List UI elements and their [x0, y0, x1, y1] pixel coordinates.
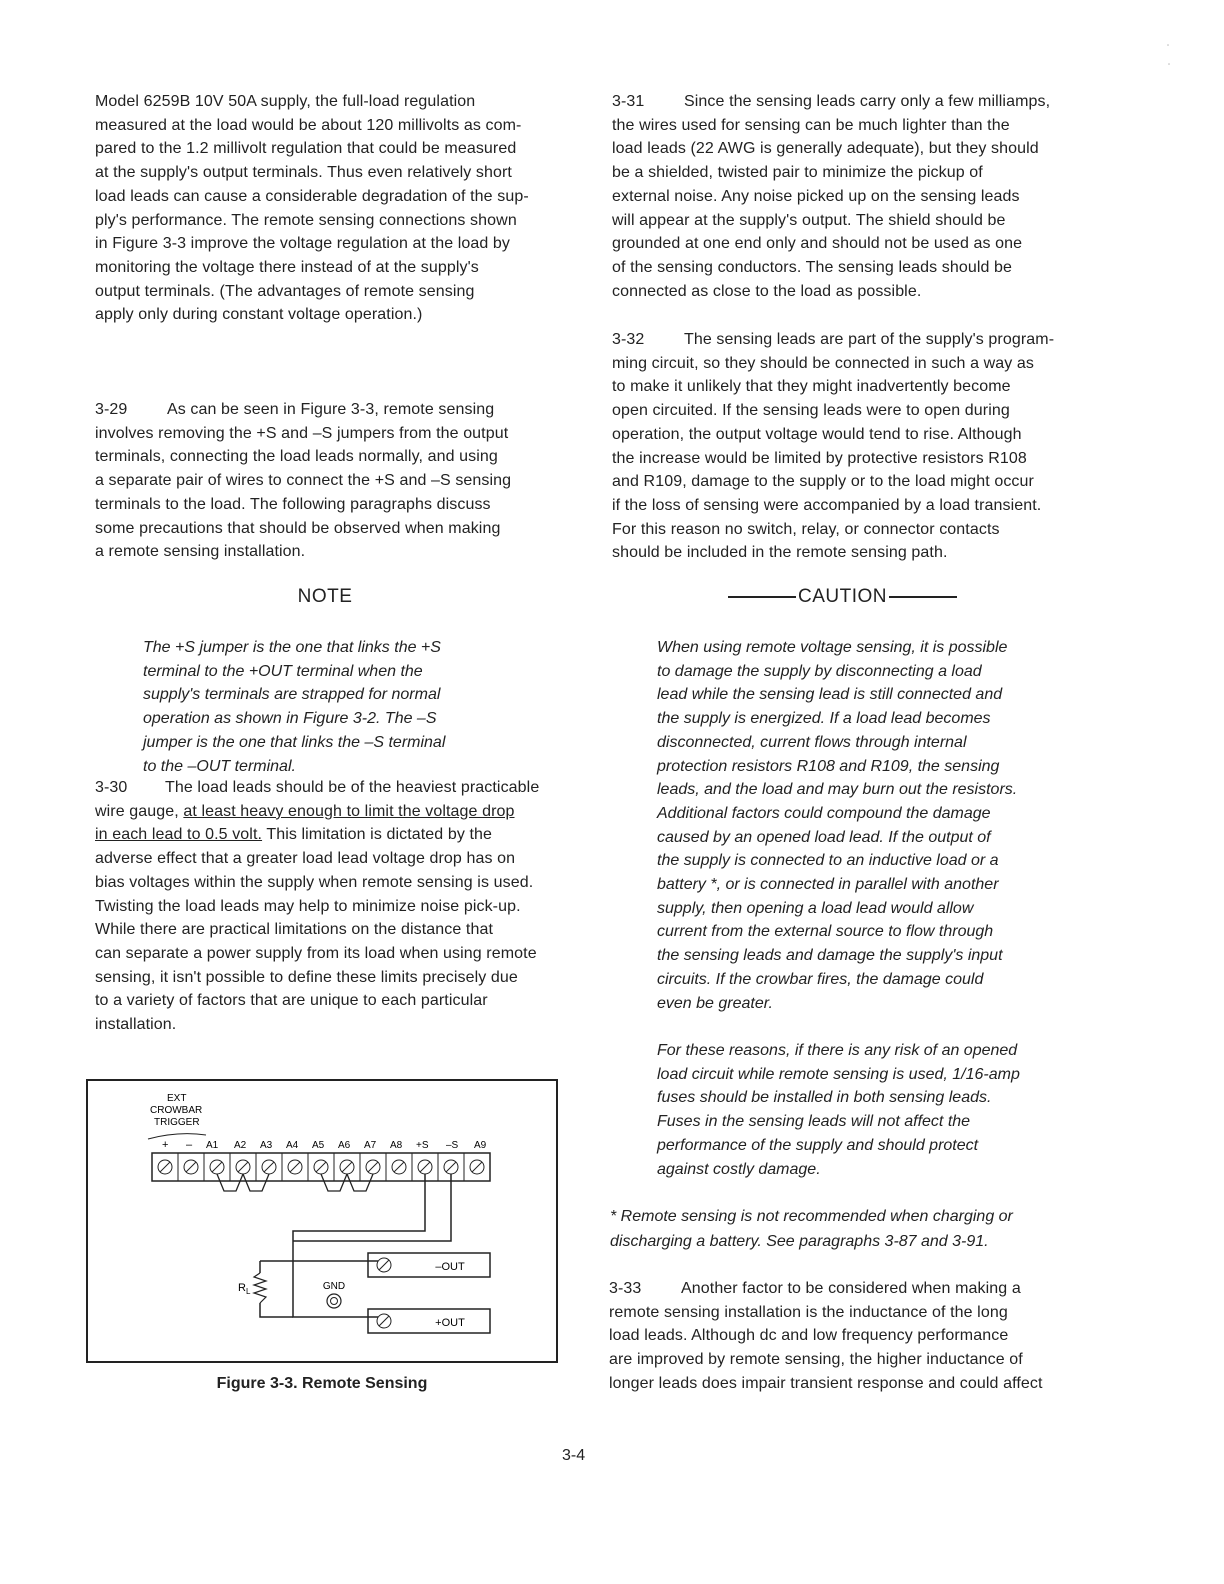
ext-label: EXT [167, 1093, 187, 1104]
paragraph-3-31 [612, 90, 1092, 303]
terminal-label: A3 [260, 1140, 273, 1151]
gnd-label: GND [322, 1281, 346, 1292]
minus-out-label: –OUT [435, 1261, 465, 1273]
paragraph-number: 3-30 [95, 779, 128, 796]
paragraph-intro [95, 90, 585, 327]
paragraph-text: remote sensing installation is the inductance of the long load leads. Although dc and low frequency performance are improved by remote sensing, the higher inductance of longer leads does impair transient response and could affect [609, 1303, 1043, 1392]
underlined-text-1: at least heavy enough to limit the voltage drop [183, 802, 515, 820]
paragraph-3-33 [609, 1277, 1089, 1396]
paragraph-3-29 [95, 398, 585, 564]
rl-text: R [238, 1282, 246, 1294]
minus-out-terminal [368, 1253, 490, 1277]
page-number: 3-4 [562, 1447, 586, 1464]
paragraph-text-b: This limitation is dictated by the adverse effect that a greater load lead voltage drop has on bias voltages within the supply when remote sensing is used. Twisting the load leads may help to minimize noise pick-up. While there are practical limitations on the distance that can separate a power supply from its load when using remote sensing, it isn't possible to define these limits precisely due to a variety of factors that are unique to each particular installation. [95, 826, 537, 1034]
paragraph-text: ming circuit, so they should be connected in such a way as to make it unlikely that they might inadvertently become open circuited. If the sensing leads were to open during operation, the output voltage would tend to rise. Although the increase would be limited by protective resistors R108 and R109, damage to the supply or to the load might occur if the loss of sensing were accompanied by a load transient. For this reason no switch, relay, or connector contacts should be included in the remote sensing path. [612, 354, 1042, 562]
terminal-label: A4 [286, 1140, 299, 1151]
screw-slot [379, 1260, 389, 1270]
jumpers [217, 1174, 373, 1191]
terminal-label: A1 [206, 1140, 219, 1151]
wiring-diagram [88, 1081, 556, 1361]
terminal-label: A5 [312, 1140, 325, 1151]
rl-label [238, 1282, 251, 1296]
paragraph-first-line: As can be seen in Figure 3-3, remote sensing [167, 401, 495, 418]
caution-rule-right [889, 596, 957, 598]
paragraph-text: Model 6259B 10V 50A supply, the full-load regulation measured at the load would be about 120 millivolts as com- pared to the 1.2 millivolt regulation that could be measured at the supply's output terminals. Thus even relatively short load leads can cause a considerable degradation of the sup- ply's performance. The remote sensing connections shown in Figure 3-3 improve the voltage regulation at the load by monitoring the voltage there instead of at the supply's output terminals. (The advantages of remote sensing apply only during constant voltage operation.) [95, 93, 529, 324]
terminal-label: +S [416, 1140, 429, 1151]
note-title: NOTE [297, 586, 353, 607]
footnote: * Remote sensing is not recommended when charging or discharging a battery. See paragraphs 3-87 and 3-91. [610, 1208, 1013, 1250]
scan-specks [1165, 40, 1175, 70]
caution-title: CAUTION [798, 586, 887, 607]
terminal-minus-label: – [186, 1139, 193, 1151]
figure-remote-sensing [86, 1079, 558, 1363]
paragraph-first-line: Another factor to be considered when making a [681, 1280, 1021, 1297]
gnd-terminal-inner [331, 1298, 338, 1305]
paragraph-3-30 [95, 776, 585, 1037]
terminal-label: A6 [338, 1140, 351, 1151]
terminal-screws [158, 1153, 484, 1181]
terminal-label: A9 [474, 1140, 487, 1151]
paragraph-number: 3-31 [612, 93, 645, 110]
trigger-label: TRIGGER [154, 1117, 200, 1128]
load-resistor [254, 1273, 266, 1303]
note-body: The +S jumper is the one that links the +S terminal to the +OUT terminal when the supply's terminals are strapped for normal operation as shown in Figure 3-2. The –S jumper is the one that links the –S terminal to the –OUT terminal. [143, 639, 446, 775]
paragraph-number: 3-32 [612, 331, 645, 348]
sense-leads [260, 1174, 451, 1317]
plus-out-terminal [368, 1309, 490, 1333]
figure-caption: Figure 3-3. Remote Sensing [216, 1375, 428, 1392]
caution-heading [726, 586, 959, 608]
underlined-text-2: in each lead to 0.5 volt. [95, 826, 263, 844]
paragraph-first-line: Since the sensing leads carry only a few milliamps, [684, 93, 1051, 110]
plus-out-label: +OUT [435, 1317, 465, 1329]
caution-body-1: When using remote voltage sensing, it is possible to damage the supply by disconnecting a load lead while the sensing lead is still connected and the supply is energized. If a load lead becomes disconnected, current flows through internal protection resistors R108 and R109, the sensing leads, and the load and may burn out the resistors. Additional factors could compound the damage caused by an opened load lead. If the output of the supply is connected to an inductive load or a battery *, or is connected in parallel with another supply, then opening a load lead would allow current from the external source to flow through the sensing leads and damage the supply's input circuits. If the crowbar fires, the damage could even be greater. [657, 639, 1018, 1012]
paragraph-first-line: The sensing leads are part of the supply's program- [684, 331, 1055, 348]
paragraph-text-a: The load leads should be of the heaviest practicable wire gauge, [95, 779, 540, 820]
gnd-terminal [327, 1294, 341, 1308]
screw-slot [379, 1316, 389, 1326]
paragraph-3-32 [612, 328, 1092, 565]
terminal-label: –S [446, 1140, 459, 1151]
terminal-plus-label: + [162, 1139, 169, 1151]
caution-rule-left [728, 596, 796, 598]
crowbar-label: CROWBAR [150, 1105, 203, 1116]
paragraph-text: the wires used for sensing can be much lighter than the load leads (22 AWG is generally adequate), but they should be a shielded, twisted pair to minimize the pickup of external noise. Any noise picked up on the sensing leads will appear at the supply's output. The shield should be grounded at one end only and should not be used as one of the sensing conductors. The sensing leads should be connected as close to the load as possible. [612, 116, 1039, 300]
terminal-label: A7 [364, 1140, 377, 1151]
paragraph-text: involves removing the +S and –S jumpers from the output terminals, connecting the load leads normally, and using a separate pair of wires to connect the +S and –S sensing terminals to the load. The following paragraphs discuss some precautions that should be observed when making a remote sensing installation. [95, 424, 512, 561]
caution-body-2: For these reasons, if there is any risk of an opened load circuit while remote sensing is used, 1/16-amp fuses should be installed in both sensing leads. Fuses in the sensing leads will not affect the performance of the supply and should protect against costly damage. [657, 1042, 1020, 1178]
paragraph-number: 3-29 [95, 401, 128, 418]
bracket-line [148, 1134, 206, 1139]
rl-subscript: L [245, 1287, 251, 1296]
paragraph-number: 3-33 [609, 1280, 642, 1297]
terminal-label: A8 [390, 1140, 403, 1151]
terminal-label: A2 [234, 1140, 247, 1151]
